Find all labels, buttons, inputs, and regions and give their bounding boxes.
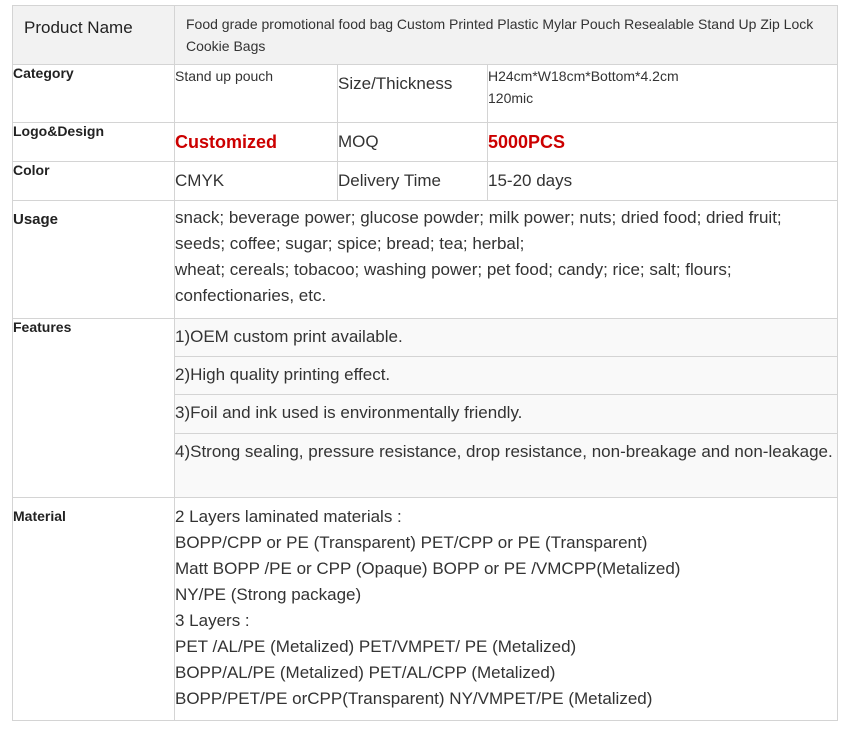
features-label: Features bbox=[13, 319, 72, 335]
product-name-value-cell bbox=[175, 6, 838, 65]
usage-label-cell bbox=[13, 201, 175, 319]
usage-line: seeds; coffee; sugar; spice; bread; tea; herbal; bbox=[175, 234, 525, 253]
size-thickness: 120mic bbox=[488, 90, 534, 106]
usage-line: snack; beverage power; glucose powder; milk power; nuts; dried food; dried fruit; bbox=[175, 208, 782, 227]
moq-label: MOQ bbox=[338, 132, 379, 151]
material-line: 2 Layers laminated materials : bbox=[175, 507, 402, 526]
color-value-cell bbox=[175, 162, 338, 201]
material-line: PET /AL/PE (Metalized) PET/VMPET/ PE (Metalized) bbox=[175, 637, 577, 656]
product-name-label: Product Name bbox=[24, 18, 133, 37]
delivery-label: Delivery Time bbox=[338, 171, 441, 190]
row-material bbox=[13, 498, 838, 721]
features-label-cell bbox=[13, 319, 175, 498]
logo-value-cell bbox=[175, 123, 338, 162]
product-name-label-cell bbox=[13, 6, 175, 65]
material-label-cell bbox=[13, 498, 175, 721]
size-label-cell bbox=[338, 65, 488, 123]
material-line: BOPP/AL/PE (Metalized) PET/AL/CPP (Metalized) bbox=[175, 663, 556, 682]
size-label: Size/Thickness bbox=[338, 74, 453, 93]
moq-value: 5000PCS bbox=[488, 132, 566, 152]
moq-value-cell bbox=[488, 123, 838, 162]
usage-label: Usage bbox=[13, 211, 59, 228]
usage-line: confectionaries, etc. bbox=[175, 286, 327, 305]
feature-item bbox=[175, 319, 838, 357]
material-line: NY/PE (Strong package) bbox=[175, 585, 362, 604]
feature-text: 3)Foil and ink used is environmentally friendly. bbox=[175, 403, 523, 422]
usage-line: wheat; cereals; tobacoo; washing power; pet food; candy; rice; salt; flours; bbox=[175, 260, 732, 279]
color-label: Color bbox=[13, 162, 50, 178]
delivery-label-cell bbox=[338, 162, 488, 201]
category-label: Category bbox=[13, 65, 74, 81]
row-color bbox=[13, 162, 838, 201]
size-dimensions: H24cm*W18cm*Bottom*4.2cm bbox=[488, 68, 679, 84]
logo-label-cell bbox=[13, 123, 175, 162]
material-value-cell bbox=[175, 498, 838, 721]
delivery-value: 15-20 days bbox=[488, 171, 573, 190]
row-product-name bbox=[13, 6, 838, 65]
color-label-cell bbox=[13, 162, 175, 201]
feature-text: 2)High quality printing effect. bbox=[175, 365, 391, 384]
material-line: Matt BOPP /PE or CPP (Opaque) BOPP or PE /VMCPP(Metalized) bbox=[175, 559, 681, 578]
feature-item bbox=[175, 395, 838, 434]
feature-text: 1)OEM custom print available. bbox=[175, 327, 403, 346]
material-line: BOPP/CPP or PE (Transparent) PET/CPP or PE (Transparent) bbox=[175, 533, 648, 552]
color-value: CMYK bbox=[175, 171, 225, 190]
category-value: Stand up pouch bbox=[175, 68, 274, 84]
size-value-cell bbox=[488, 65, 838, 123]
category-label-cell bbox=[13, 65, 175, 123]
material-line: BOPP/PET/PE orCPP(Transparent) NY/VMPET/PE (Metalized) bbox=[175, 689, 653, 708]
logo-label: Logo&Design bbox=[13, 123, 104, 139]
usage-value-cell bbox=[175, 201, 838, 319]
moq-label-cell bbox=[338, 123, 488, 162]
feature-item bbox=[175, 434, 838, 498]
material-label: Material bbox=[13, 508, 66, 524]
logo-value: Customized bbox=[175, 132, 278, 152]
row-feature-1 bbox=[13, 319, 838, 357]
row-usage bbox=[13, 201, 838, 319]
row-logo-design bbox=[13, 123, 838, 162]
feature-item bbox=[175, 357, 838, 395]
category-value-cell bbox=[175, 65, 338, 123]
feature-text: 4)Strong sealing, pressure resistance, drop resistance, non-breakage and non-leakage. bbox=[175, 442, 833, 461]
product-name-value: Food grade promotional food bag Custom Printed Plastic Mylar Pouch Resealable Stand Up Zip Lock Cookie Bags bbox=[186, 16, 814, 54]
material-line: 3 Layers : bbox=[175, 611, 250, 630]
delivery-value-cell bbox=[488, 162, 838, 201]
row-category bbox=[13, 65, 838, 123]
product-spec-table bbox=[12, 5, 838, 721]
